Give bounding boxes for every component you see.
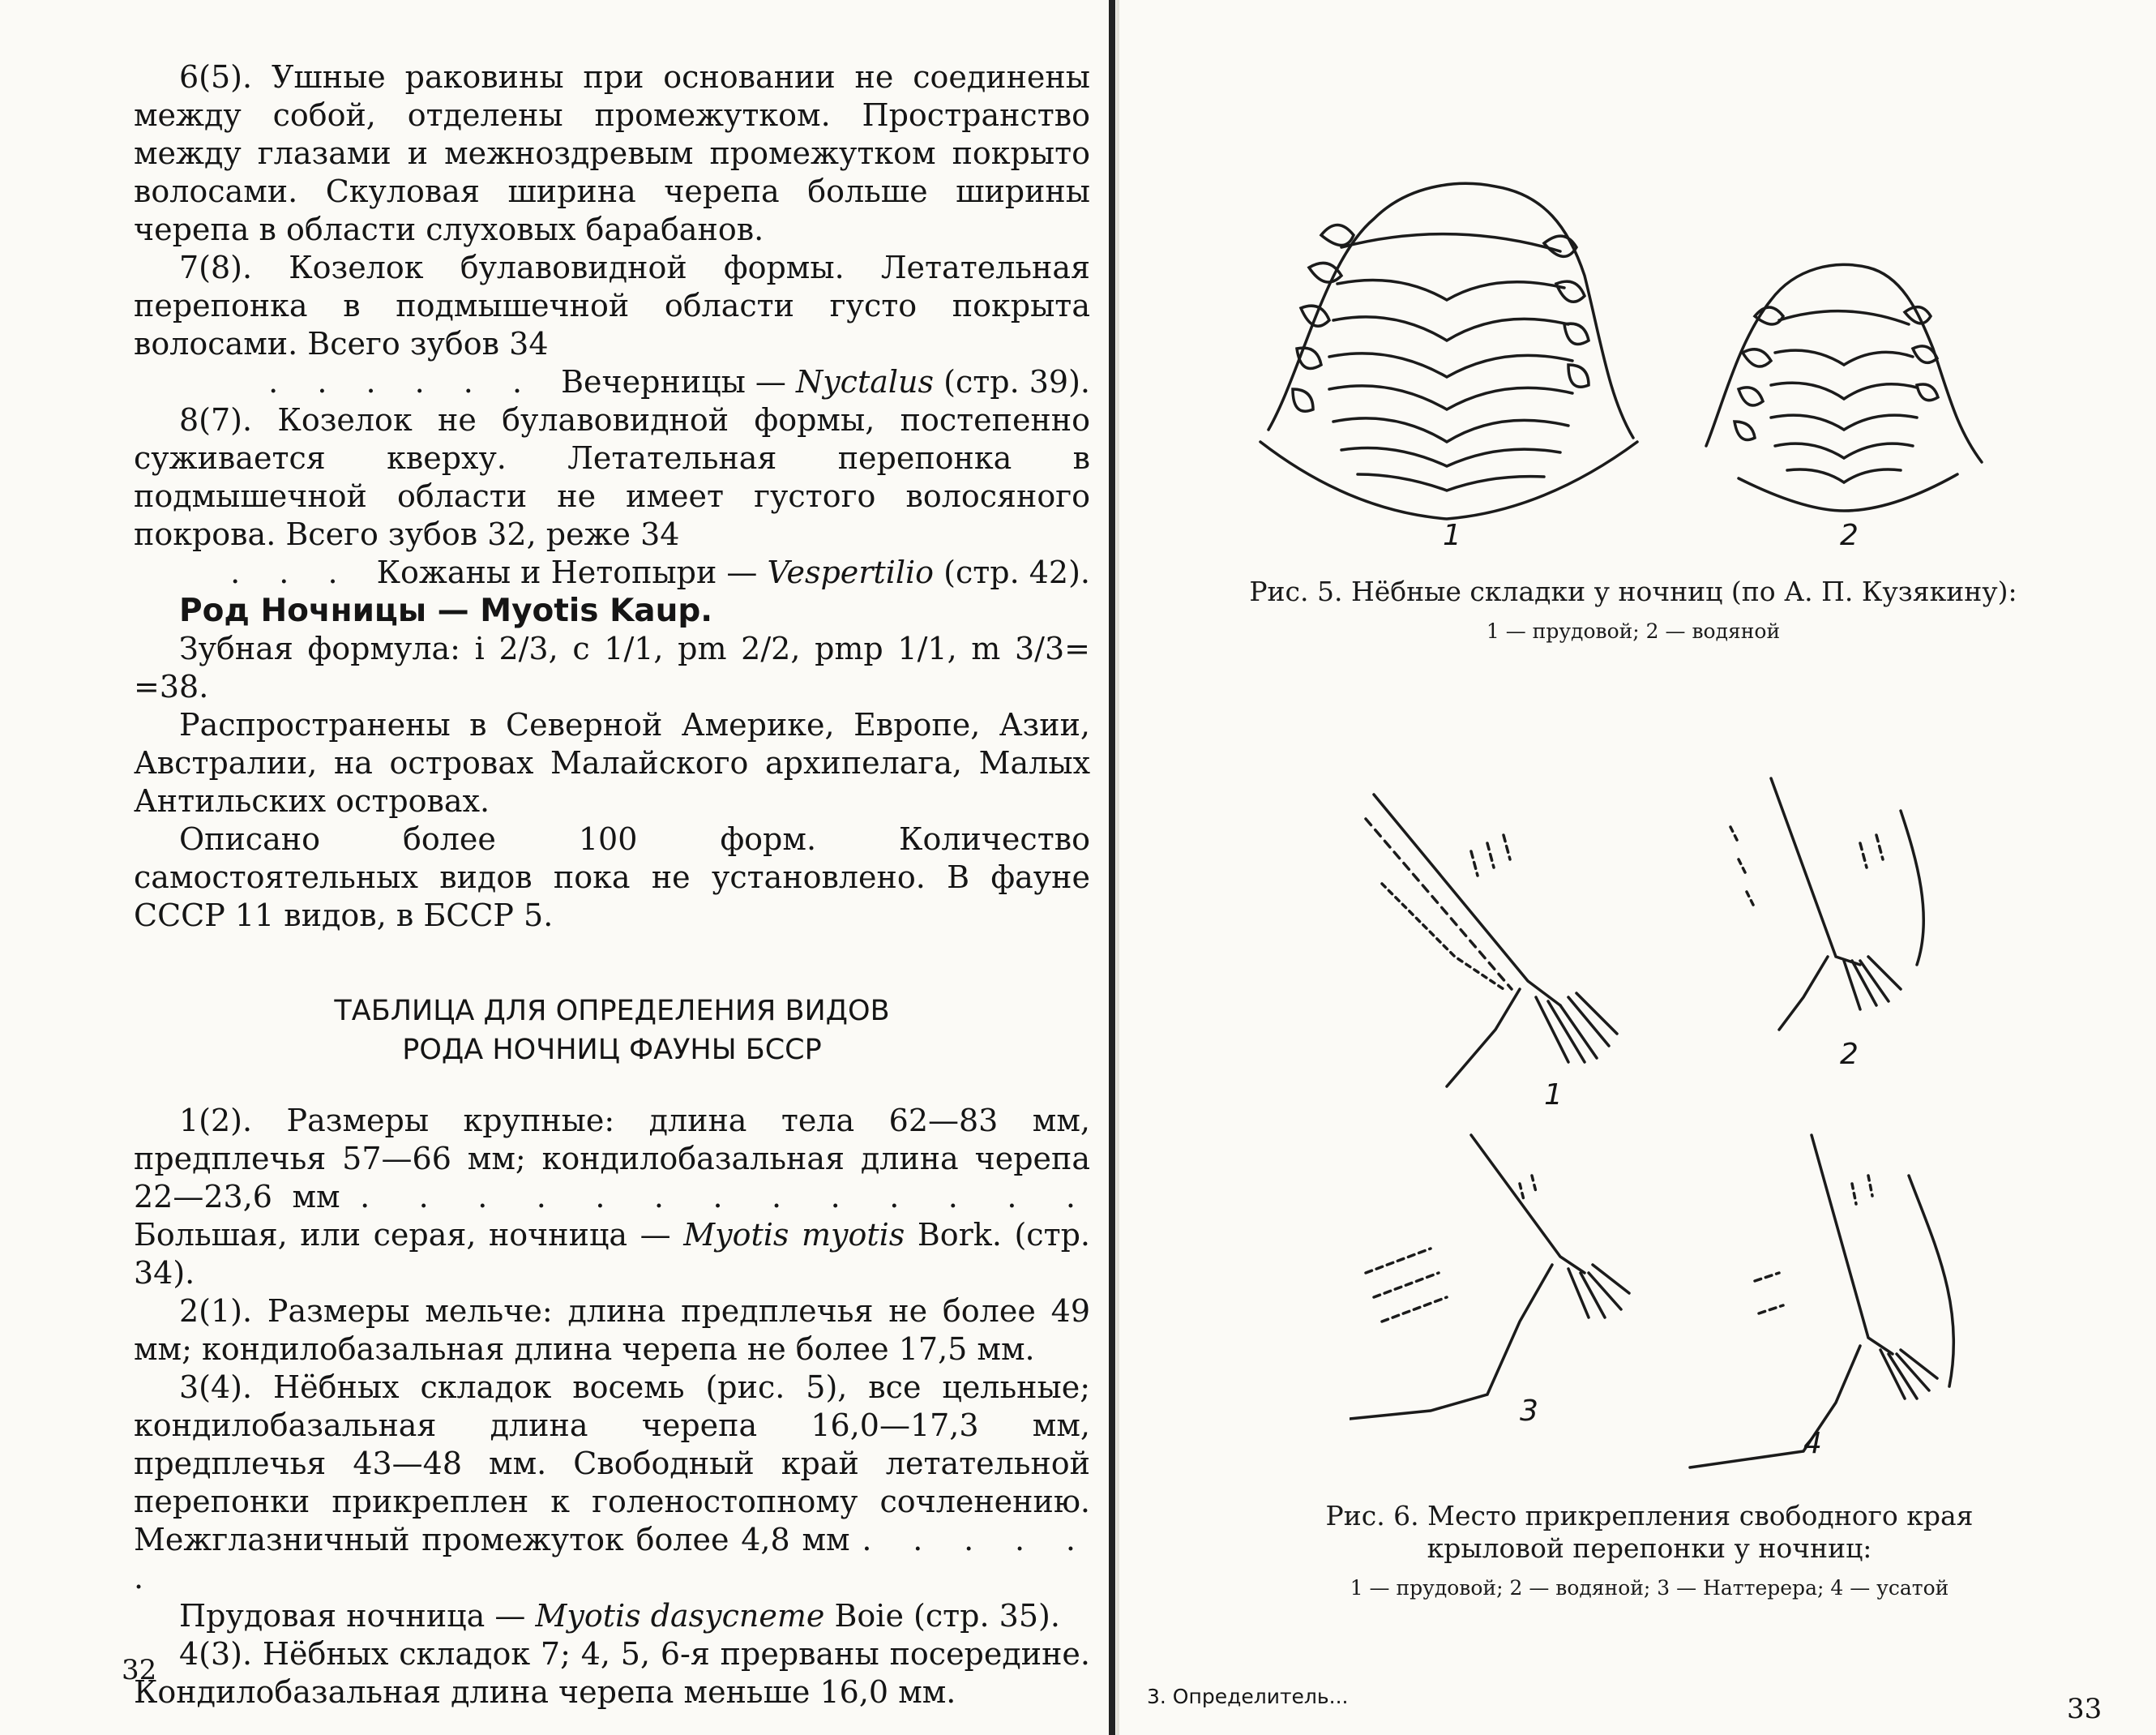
- page-ref-34: Bork. (стр. 34).: [134, 1217, 1091, 1291]
- left-text-column: [134, 58, 1090, 1711]
- key-2: 2(1). Размеры мельче: длина предплечья не более 49 мм; кондилобазальная длина черепа не более 17,5 мм.: [134, 1293, 1090, 1367]
- fig6-label-4: 4: [1803, 1427, 1822, 1460]
- key-1-species: Большая, или серая, ночница —: [134, 1217, 684, 1253]
- key-8-result: [134, 554, 1090, 592]
- fig6-label-2: 2: [1840, 1038, 1859, 1071]
- key-table-heading: [134, 992, 1090, 1069]
- latin-myotis-myotis: Myotis myotis: [683, 1217, 905, 1253]
- leader-dots: . . . . . .: [134, 1522, 1090, 1596]
- described-forms: Описано более 100 форм. Количество самостоятельных видов пока не установлено. В фауне СССР 11 видов, в БССР 5.: [134, 821, 1090, 933]
- dental-formula: Зубная формула: i 2/3, c 1/1, pm 2/2, pmp 1/1, m 3/3= =38.: [134, 631, 1090, 705]
- key-table-heading-line1: ТАБЛИЦА ДЛЯ ОПРЕДЕЛЕНИЯ ВИДОВ: [334, 995, 890, 1027]
- right-page: [1123, 0, 2156, 1735]
- key-7-result: [134, 363, 1090, 401]
- figure-6-caption-text: Рис. 6. Место прикрепления свободного края крыловой перепонки у ночниц:: [1325, 1500, 1974, 1564]
- spine-shadow: [1116, 0, 1119, 1735]
- fig6-label-1: 1: [1544, 1078, 1563, 1112]
- key-7: 7(8). Козелок булавовидной формы. Летательная перепонка в подмышечной области густо покрыта волосами. Всего зубов 34: [134, 250, 1090, 362]
- page-number-left: 32: [122, 1654, 157, 1686]
- latin-nyctalus: Nyctalus: [795, 364, 935, 400]
- key-8: 8(7). Козелок не булавовидной формы, постепенно суживается кверху. Летательная перепонка в подмышечной области не имеет густого волосяного покрова. Всего зубов 32, реже 34: [134, 402, 1090, 552]
- key-3-text: 3(4). Нёбных складок восемь (рис. 5), все цельные; кондилобазальная длина черепа 16,0—17,3 мм, предплечья 43—48 мм. Свободный край летательной перепонки прикреплен к голеностопному сочленению. Межглазничный промежуток более 4,8 мм: [134, 1369, 1090, 1557]
- distribution: Распространены в Северной Америке, Европе, Азии, Австралии, на островах Малайского архипелага, Малых Антильских островах.: [134, 707, 1090, 819]
- footer-note: 3. Определитель...: [1147, 1685, 1349, 1708]
- figure-6-membrane-attachment: [1350, 754, 2047, 1484]
- key-3: [134, 1369, 1090, 1597]
- figure-5-caption-text: Рис. 5. Нёбные складки у ночниц (по А. П. Кузякину):: [1249, 576, 2017, 607]
- key-table-heading-line2: РОДА НОЧНИЦ ФАУНЫ БССР: [402, 1034, 822, 1066]
- page-ref-35: Boie (стр. 35).: [824, 1598, 1060, 1634]
- key-1: [134, 1102, 1090, 1292]
- key-4: 4(3). Нёбных складок 7; 4, 5, 6-я прерваны посередине. Кондилобазальная длина черепа меньше 16,0 мм.: [134, 1636, 1090, 1710]
- genus-name-vespertilio: Кожаны и Нетопыри —: [376, 555, 768, 590]
- latin-vespertilio: Vespertilio: [767, 555, 935, 590]
- figure-6-legend: 1 — прудовой; 2 — водяной; 3 — Наттерера; 4 — усатой: [1350, 1576, 1949, 1600]
- leader-dots: . . .: [230, 555, 377, 590]
- page-number-right: 33: [2067, 1693, 2103, 1725]
- key-1-text: 1(2). Размеры крупные: длина тела 62—83 мм, предплечья 57—66 мм; кондилобазальная длина черепа 22—23,6 мм: [134, 1103, 1090, 1214]
- key-3-result: [134, 1597, 1090, 1635]
- figure-5-legend: 1 — прудовой; 2 — водяной: [1486, 619, 1781, 643]
- genus-name-nyctalus: Вечерницы —: [561, 364, 796, 400]
- genus-heading: Род Ночницы — Myotis Kaup.: [179, 593, 713, 629]
- fig5-label-2: 2: [1840, 519, 1859, 552]
- figure-5-palate-folds: [1252, 162, 2030, 568]
- leader-dots: . . . . . .: [268, 364, 562, 400]
- figure-5-caption: [1228, 576, 2038, 645]
- fig5-label-1: 1: [1443, 519, 1461, 552]
- leader-dots: . . . . . . . . . . . . .: [360, 1179, 1090, 1214]
- key-6: 6(5). Ушные раковины при основании не соединены между собой, отделены промежутком. Пространство между глазами и межноздревым промежутком покрыто волосами. Скуловая ширина черепа больше ширины черепа в области слуховых барабанов.: [134, 59, 1090, 247]
- page-ref-39: (стр. 39).: [943, 364, 1090, 400]
- key-3-species: Прудовая ночница —: [179, 1598, 536, 1634]
- fig6-label-3: 3: [1520, 1394, 1538, 1428]
- figure-6-caption: [1301, 1500, 1998, 1602]
- page-ref-42: (стр. 42).: [943, 555, 1090, 590]
- latin-myotis-dasycneme: Myotis dasycneme: [535, 1598, 825, 1634]
